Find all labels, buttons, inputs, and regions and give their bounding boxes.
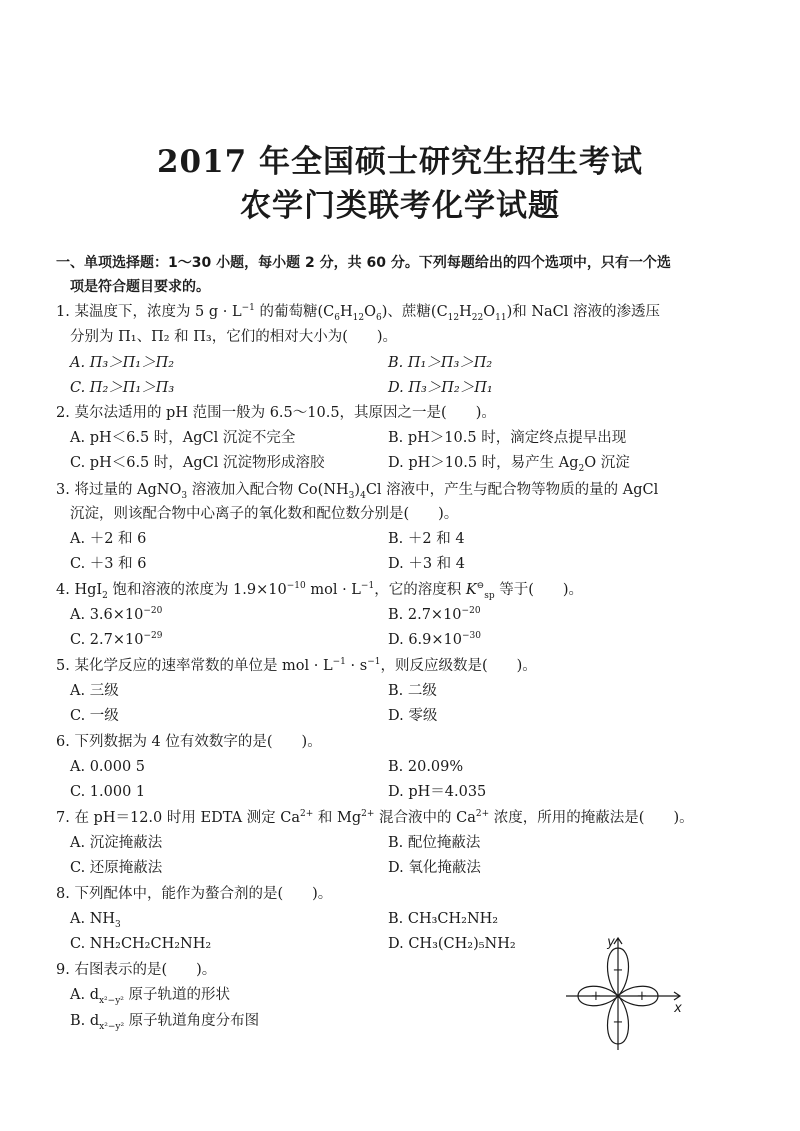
question-8-stem: 8. 下列配体中，能作为螯合剂的是( )。 — [56, 886, 333, 902]
exam-title-line2: 农学门类联考化学试题 — [240, 188, 560, 224]
question-6-stem: 6. 下列数据为 4 位有效数字的是( )。 — [56, 734, 322, 750]
q3-option-b: B. ＋2 和 4 — [388, 531, 465, 547]
q3-option-c: C. ＋3 和 6 — [70, 556, 147, 572]
sign-bottom: − — [612, 1015, 624, 1030]
question-5-stem: 5. 某化学反应的速率常数的单位是 mol · $L^{-1} \cdot s^{-1}$，则反应级数是( )。 — [56, 657, 537, 674]
q5-option-b: B. 二级 — [388, 683, 437, 699]
q4-option-a: A. $3.6\times 10^{-20}$ — [70, 606, 163, 623]
question-4-stem: 4. HgI$_2$ 饱和溶液的浓度为 $1.9\times 10^{-10}$ mol · $L^{-1}$，它的溶度积 $K^⊖_{sp}$ 等于( )。 — [56, 581, 584, 601]
section-heading: 一、单项选择题：1～30 小题，每小题 2 分，共 60 分。下列每题给出的四个选项中，只有一个选 — [56, 255, 671, 271]
q9-option-b: B. $d_{x^2-y^2}$ 原子轨道角度分布图 — [70, 1013, 260, 1032]
q2-option-d: D. pH＞10.5 时，易产生 $Ag_2O$ 沉淀 — [388, 455, 630, 474]
q1-option-c: C. Π₂＞Π₁＞Π₃ — [70, 380, 175, 396]
q1-option-d: D. Π₃＞Π₂＞Π₁ — [388, 380, 493, 396]
q6-option-b: B. 20.09% — [388, 759, 464, 775]
q8-option-c: C. NH₂CH₂CH₂NH₂ — [70, 936, 212, 952]
q4-option-b: B. $2.7\times 10^{-20}$ — [388, 606, 481, 623]
q5-option-d: D. 零级 — [388, 708, 438, 724]
q7-option-c: C. 还原掩蔽法 — [70, 860, 163, 876]
sign-right: + — [636, 989, 648, 1004]
q3-option-a: A. ＋2 和 6 — [70, 531, 147, 547]
q2-option-a: A. pH＜6.5 时，AgCl 沉淀不完全 — [70, 430, 296, 446]
q4-option-c: C. $2.7\times 10^{-29}$ — [70, 631, 163, 648]
question-1-stem-cont: 分别为 Π₁、Π₂ 和 Π₃，它们的相对大小为( )。 — [70, 329, 398, 345]
q2-option-b: B. pH＞10.5 时，滴定终点提早出现 — [388, 430, 627, 446]
q7-option-d: D. 氧化掩蔽法 — [388, 860, 481, 876]
q5-option-c: C. 一级 — [70, 708, 119, 724]
q6-option-c: C. 1.000 1 — [70, 784, 146, 800]
q4-option-d: D. $6.9\times 10^{-30}$ — [388, 631, 481, 648]
q1-option-a: A. Π₃＞Π₁＞Π₂ — [70, 355, 175, 371]
sign-left: + — [590, 989, 602, 1004]
q6-option-a: A. 0.000 5 — [70, 759, 146, 775]
question-3-stem: 3. 将过量的 AgNO$_3$ 溶液加入配合物 $Co(NH_3)_4Cl$ 溶液中，产生与配合物等物质的量的 AgCl — [56, 482, 659, 501]
y-axis-label: y — [607, 935, 615, 950]
q8-option-b: B. CH₃CH₂NH₂ — [388, 911, 499, 927]
question-2-stem: 2. 莫尔法适用的 pH 范围一般为 6.5～10.5，其原因之一是( )。 — [56, 405, 496, 421]
exam-title-line1: 2017 年全国硕士研究生招生考试 — [156, 144, 644, 180]
q9-option-a: A. $d_{x^2-y^2}$ 原子轨道的形状 — [70, 987, 231, 1006]
q3-option-d: D. ＋3 和 4 — [388, 556, 465, 572]
q6-option-d: D. pH＝4.035 — [388, 784, 487, 800]
q8-option-a: A. $NH_3$ — [70, 911, 121, 930]
q5-option-a: A. 三级 — [70, 683, 119, 699]
d-orbital-diagram — [566, 932, 690, 1056]
q8-option-d: D. CH₃(CH₂)₅NH₂ — [388, 936, 516, 952]
question-1-stem: 1. 某温度下，浓度为 5 $g \cdot L^{-1}$ 的葡萄糖$(C_6H_{12}O_6)$、蔗糖$(C_{12}H_{22}O_{11})$和 NaCl 溶液的渗透压 — [56, 303, 661, 323]
sign-top: − — [612, 963, 624, 978]
x-axis-label: x — [674, 1001, 682, 1016]
section-heading-cont: 项是符合题目要求的。 — [70, 279, 210, 295]
q1-option-b: B. Π₁＞Π₃＞Π₂ — [388, 355, 493, 371]
q2-option-c: C. pH＜6.5 时，AgCl 沉淀物形成溶胶 — [70, 455, 325, 471]
q7-option-b: B. 配位掩蔽法 — [388, 835, 481, 851]
question-7-stem: 7. 在 pH＝12.0 时用 EDTA 测定 $Ca^{2+}$ 和 $Mg^{2+}$ 混合液中的 $Ca^{2+}$ 浓度，所用的掩蔽法是( )。 — [56, 809, 694, 826]
question-9-stem: 9. 右图表示的是( )。 — [56, 962, 217, 978]
q7-option-a: A. 沉淀掩蔽法 — [70, 835, 163, 851]
question-3-stem-cont: 沉淀，则该配合物中心离子的氧化数和配位数分别是( )。 — [70, 506, 459, 522]
